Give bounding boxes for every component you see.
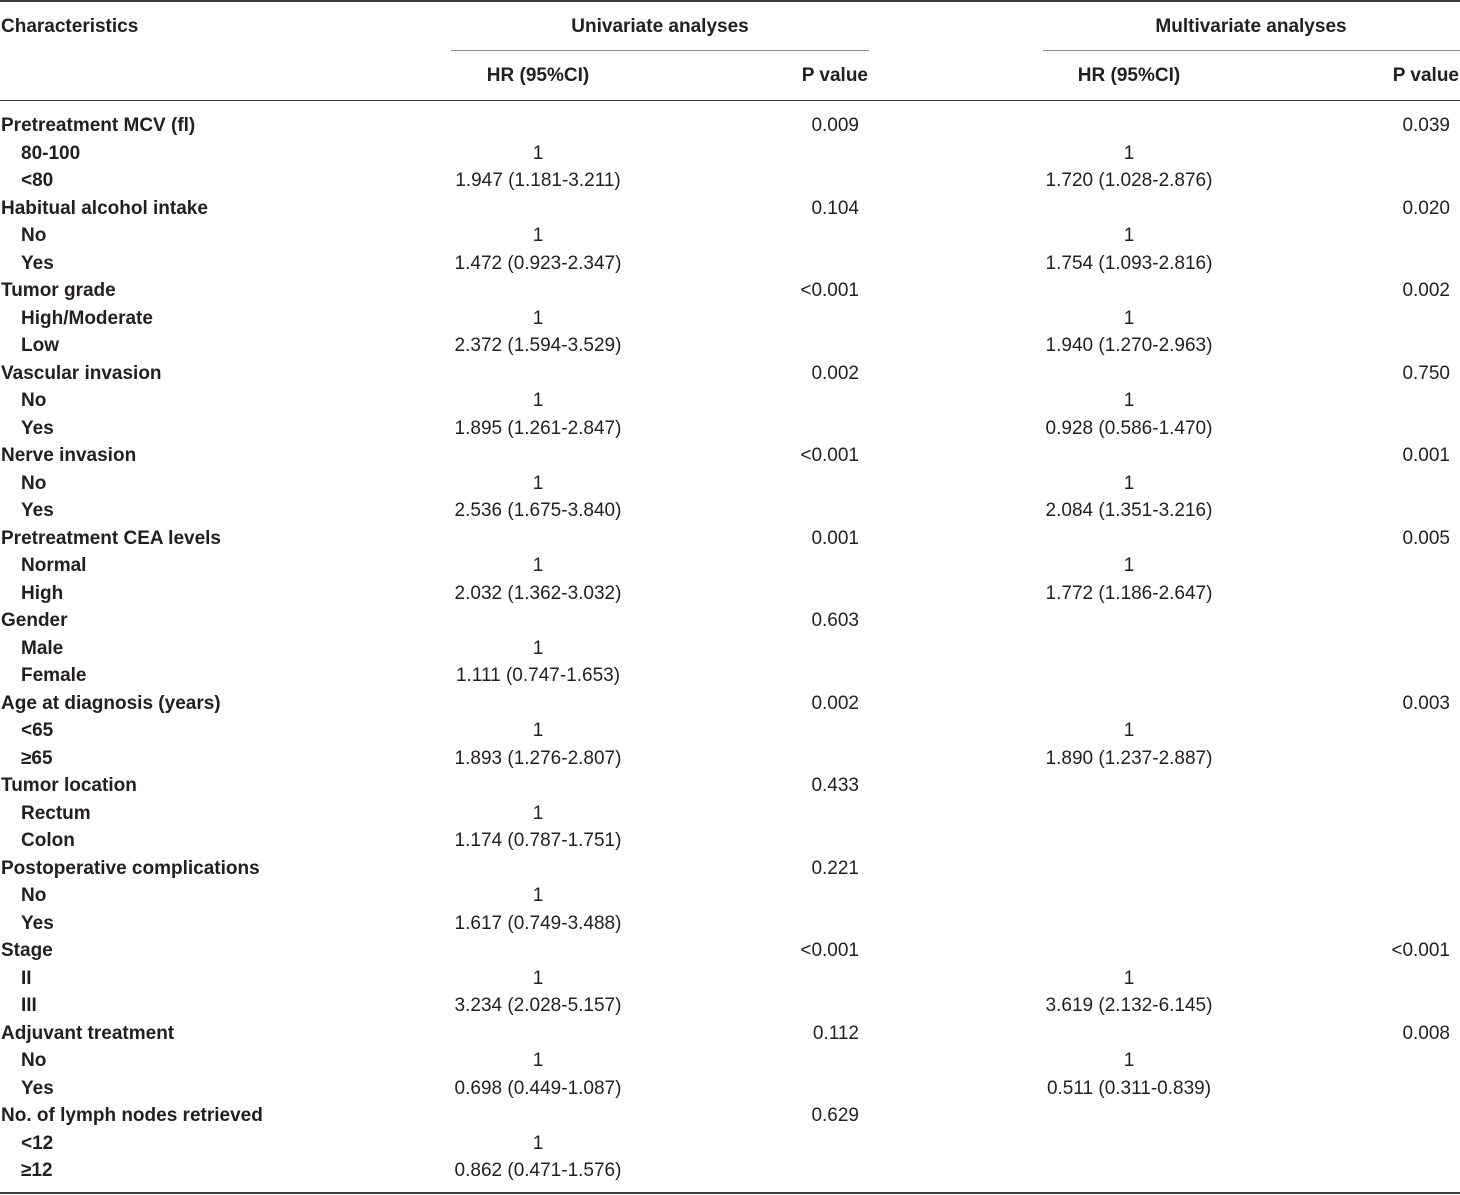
characteristic-cell: Yes — [21, 252, 54, 274]
univariate-hr-cell: 1.895 (1.261-2.847) — [454, 417, 622, 439]
header-multivariate-hr: HR (95%CI) — [1077, 65, 1181, 86]
univariate-p-cell: 0.629 — [811, 1105, 859, 1126]
header-univariate-hr: HR (95%CI) — [486, 65, 590, 86]
multivariate-p-cell: 0.020 — [1402, 197, 1450, 219]
header-characteristics: Characteristics — [1, 16, 139, 37]
characteristic-cell: Pretreatment MCV (fl) — [1, 115, 196, 136]
header-multivariate-p: P value — [1392, 65, 1459, 86]
characteristic-cell: Yes — [21, 417, 54, 439]
univariate-hr-cell: 1 — [532, 885, 544, 906]
characteristic-cell: Tumor location — [1, 775, 137, 796]
univariate-hr-cell: 1 — [532, 472, 544, 494]
table-subrow — [0, 992, 1460, 1020]
table-subrow — [0, 415, 1460, 443]
characteristic-cell: Male — [21, 637, 64, 659]
univariate-p-cell: 0.433 — [811, 775, 859, 796]
table-subrow — [0, 800, 1460, 828]
characteristic-cell: <12 — [21, 1132, 54, 1154]
characteristic-cell: <80 — [21, 170, 54, 191]
multivariate-hr-cell: 1 — [1123, 720, 1135, 741]
univariate-hr-cell: 1 — [532, 225, 544, 246]
table-subrow — [0, 167, 1460, 195]
univariate-p-cell: 0.104 — [811, 197, 859, 219]
characteristic-cell: III — [21, 995, 37, 1016]
multivariate-p-cell: 0.001 — [1402, 445, 1450, 466]
table-subrow — [0, 717, 1460, 745]
characteristic-cell: Adjuvant treatment — [1, 1022, 175, 1044]
table-subrow — [0, 745, 1460, 773]
bottom-rule — [0, 1192, 1460, 1194]
univariate-hr-cell: 1 — [532, 142, 544, 164]
multivariate-hr-cell: 1.754 (1.093-2.816) — [1045, 252, 1213, 274]
table-row — [0, 525, 1460, 553]
univariate-hr-cell: 1.947 (1.181-3.211) — [455, 170, 621, 191]
characteristic-cell: Female — [21, 665, 87, 686]
univariate-hr-cell: 1 — [532, 720, 544, 741]
multivariate-p-cell: 0.002 — [1402, 280, 1450, 301]
univariate-p-cell: 0.002 — [811, 692, 859, 714]
characteristic-cell: No. of lymph nodes retrieved — [1, 1105, 263, 1126]
univariate-p-cell: 0.001 — [811, 527, 859, 549]
table-subrow — [0, 910, 1460, 938]
multivariate-p-cell: 0.750 — [1402, 362, 1450, 384]
characteristic-cell: Pretreatment CEA levels — [1, 527, 222, 549]
characteristic-cell: Nerve invasion — [1, 445, 137, 466]
characteristic-cell: High/Moderate — [21, 307, 153, 329]
table-row — [0, 1020, 1460, 1048]
univariate-p-cell: <0.001 — [800, 445, 859, 466]
multivariate-hr-cell: 2.084 (1.351-3.216) — [1045, 500, 1213, 521]
characteristic-cell: II — [21, 967, 32, 989]
multivariate-hr-cell: 3.619 (2.132-6.145) — [1045, 995, 1213, 1016]
univariate-hr-cell: 1 — [532, 967, 544, 989]
table-subrow — [0, 140, 1460, 168]
characteristic-cell: Normal — [21, 555, 87, 576]
multivariate-hr-cell: 1.890 (1.237-2.887) — [1045, 747, 1213, 769]
table-row — [0, 442, 1460, 470]
table-subrow — [0, 1157, 1460, 1185]
multivariate-hr-cell: 1 — [1123, 1050, 1135, 1071]
characteristic-cell: Colon — [21, 830, 75, 851]
multivariate-span-rule — [1043, 50, 1460, 51]
table-subrow — [0, 1047, 1460, 1075]
characteristic-cell: Yes — [21, 912, 54, 934]
table-subrow — [0, 250, 1460, 278]
table-subrow — [0, 222, 1460, 250]
table-subrow — [0, 1075, 1460, 1103]
multivariate-hr-cell: 1.772 (1.186-2.647) — [1045, 582, 1213, 604]
univariate-p-cell: <0.001 — [800, 940, 859, 961]
header-univariate: Univariate analyses — [571, 16, 749, 37]
table-row — [0, 277, 1460, 305]
univariate-p-cell: 0.221 — [811, 857, 859, 879]
multivariate-hr-cell: 1 — [1123, 390, 1135, 411]
univariate-hr-cell: 1 — [532, 1132, 544, 1154]
multivariate-hr-cell: 1 — [1123, 225, 1135, 246]
multivariate-p-cell: <0.001 — [1391, 940, 1450, 961]
table-subrow — [0, 552, 1460, 580]
univariate-p-cell: 0.002 — [811, 362, 859, 384]
univariate-p-cell: <0.001 — [800, 280, 859, 301]
univariate-hr-cell: 1.111 (0.747-1.653) — [455, 665, 621, 686]
univariate-p-cell: 0.112 — [812, 1022, 859, 1044]
univariate-hr-cell: 2.032 (1.362-3.032) — [454, 582, 622, 604]
univariate-span-rule — [451, 50, 869, 51]
characteristic-cell: Tumor grade — [1, 280, 116, 301]
characteristic-cell: Habitual alcohol intake — [1, 197, 208, 219]
table-row — [0, 360, 1460, 388]
characteristic-cell: Stage — [1, 940, 53, 961]
univariate-hr-cell: 1 — [532, 555, 544, 576]
characteristic-cell: No — [21, 225, 47, 246]
univariate-hr-cell: 1.472 (0.923-2.347) — [454, 252, 622, 274]
table-subrow — [0, 387, 1460, 415]
univariate-hr-cell: 1.174 (0.787-1.751) — [454, 830, 622, 851]
univariate-hr-cell: 2.536 (1.675-3.840) — [454, 500, 622, 521]
multivariate-hr-cell: 1.720 (1.028-2.876) — [1045, 170, 1213, 191]
multivariate-hr-cell: 1 — [1123, 307, 1135, 329]
top-rule — [0, 0, 1460, 2]
univariate-p-cell: 0.603 — [811, 610, 859, 631]
multivariate-hr-cell: 0.511 (0.311-0.839) — [1046, 1077, 1212, 1099]
table-subrow — [0, 497, 1460, 525]
table-subrow — [0, 662, 1460, 690]
table-row — [0, 1102, 1460, 1130]
table-subrow — [0, 882, 1460, 910]
characteristic-cell: Vascular invasion — [1, 362, 162, 384]
multivariate-hr-cell: 1 — [1123, 555, 1135, 576]
table-row — [0, 112, 1460, 140]
multivariate-p-cell: 0.005 — [1402, 527, 1450, 549]
table-row — [0, 607, 1460, 635]
table-subrow — [0, 827, 1460, 855]
characteristic-cell: Gender — [1, 610, 68, 631]
multivariate-hr-cell: 0.928 (0.586-1.470) — [1045, 417, 1213, 439]
univariate-hr-cell: 1.893 (1.276-2.807) — [454, 747, 622, 769]
table-row — [0, 690, 1460, 718]
table-row — [0, 855, 1460, 883]
header-rule — [0, 100, 1460, 101]
table-subrow — [0, 580, 1460, 608]
multivariate-p-cell: 0.039 — [1402, 115, 1450, 136]
multivariate-hr-cell: 1 — [1123, 142, 1135, 164]
univariate-p-cell: 0.009 — [811, 115, 859, 136]
characteristic-cell: Yes — [21, 500, 54, 521]
characteristic-cell: Rectum — [21, 802, 91, 824]
univariate-hr-cell: 1 — [532, 390, 544, 411]
univariate-hr-cell: 0.698 (0.449-1.087) — [454, 1077, 622, 1099]
univariate-hr-cell: 0.862 (0.471-1.576) — [454, 1160, 622, 1181]
univariate-hr-cell: 1 — [532, 802, 544, 824]
multivariate-hr-cell: 1 — [1123, 472, 1135, 494]
characteristic-cell: Low — [21, 335, 59, 356]
multivariate-hr-cell: 1 — [1123, 967, 1135, 989]
characteristic-cell: No — [21, 472, 47, 494]
univariate-hr-cell: 1 — [532, 307, 544, 329]
header-univariate-p: P value — [801, 65, 868, 86]
characteristic-cell: ≥12 — [21, 1160, 53, 1181]
univariate-hr-cell: 1 — [532, 1050, 544, 1071]
multivariate-hr-cell: 1.940 (1.270-2.963) — [1045, 335, 1213, 356]
characteristic-cell: High — [21, 582, 64, 604]
table-row — [0, 195, 1460, 223]
characteristic-cell: No — [21, 390, 47, 411]
characteristic-cell: <65 — [21, 720, 54, 741]
table-subrow — [0, 305, 1460, 333]
table-subrow — [0, 965, 1460, 993]
characteristic-cell: No — [21, 1050, 47, 1071]
univariate-hr-cell: 1.617 (0.749-3.488) — [454, 912, 622, 934]
table-subrow — [0, 1130, 1460, 1158]
multivariate-p-cell: 0.008 — [1402, 1022, 1450, 1044]
table-subrow — [0, 332, 1460, 360]
characteristic-cell: Yes — [21, 1077, 54, 1099]
header-multivariate: Multivariate analyses — [1155, 16, 1347, 37]
table-subrow — [0, 470, 1460, 498]
table-subrow — [0, 635, 1460, 663]
table-row — [0, 772, 1460, 800]
characteristic-cell: No — [21, 885, 47, 906]
characteristic-cell: ≥65 — [21, 747, 53, 769]
multivariate-p-cell: 0.003 — [1402, 692, 1450, 714]
univariate-hr-cell: 1 — [532, 637, 544, 659]
univariate-hr-cell: 2.372 (1.594-3.529) — [454, 335, 622, 356]
characteristic-cell: 80-100 — [21, 142, 81, 164]
table-row — [0, 937, 1460, 965]
characteristic-cell: Postoperative complications — [1, 857, 260, 879]
univariate-hr-cell: 3.234 (2.028-5.157) — [454, 995, 622, 1016]
characteristic-cell: Age at diagnosis (years) — [1, 692, 221, 714]
